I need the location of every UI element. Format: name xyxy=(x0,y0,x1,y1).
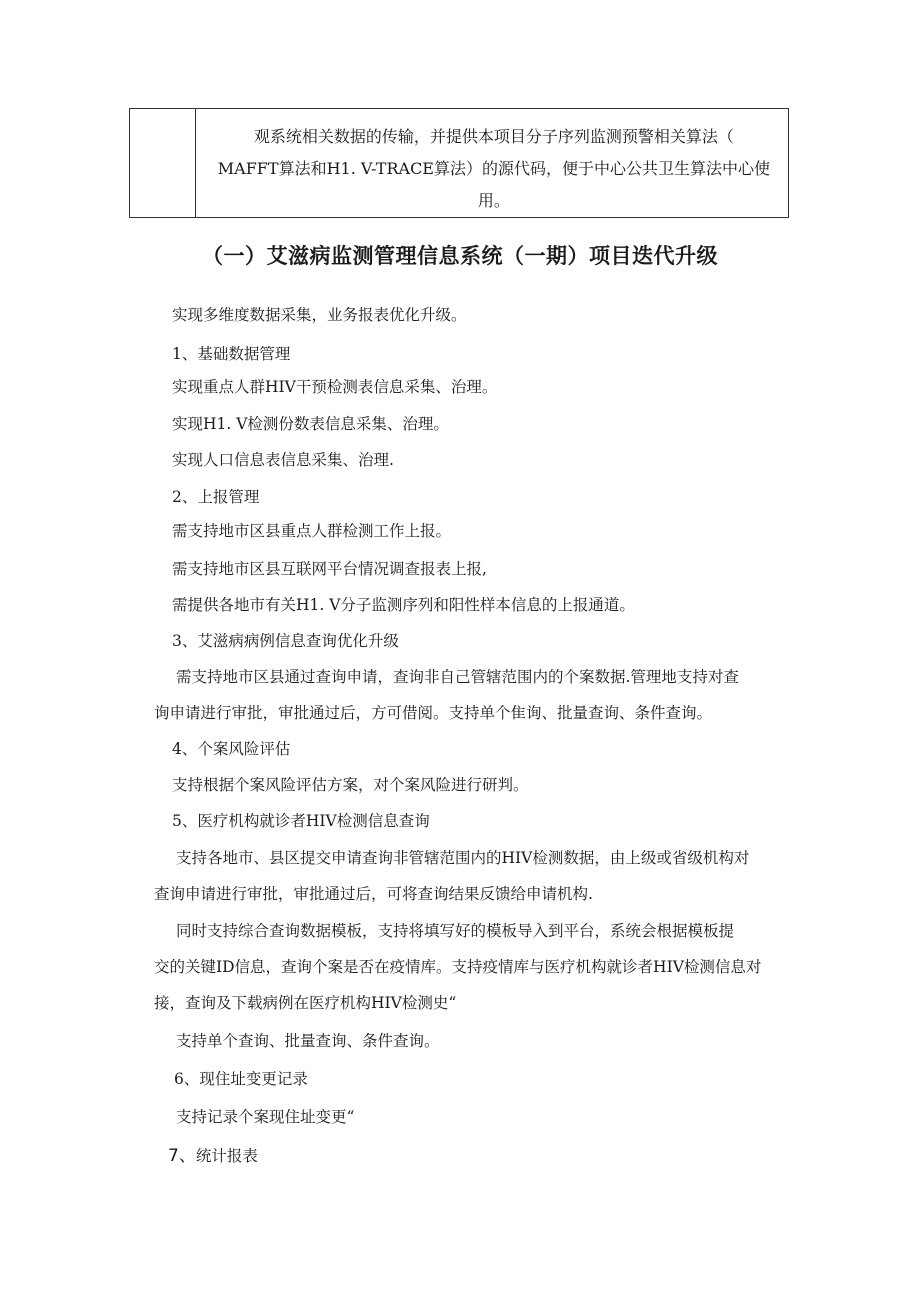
paragraph-line: 支持单个查询、批量查询、条件查询。 xyxy=(176,1032,440,1050)
heading-case-query: 3、艾滋病病例信息查询优化升级 xyxy=(172,632,399,650)
paragraph-line: 接，查询及下载病例在医疗机构HIV检测史“ xyxy=(154,994,457,1012)
list-item: 实现人口信息表信息采集、治理. xyxy=(172,451,394,469)
list-item: 实现重点人群HIV干预检测表信息采集、治理。 xyxy=(172,378,498,396)
heading-address-change: 6、现住址变更记录 xyxy=(174,1070,308,1088)
heading-basic-data: 1、基础数据管理 xyxy=(172,345,291,363)
paragraph-line: 支持记录个案现住址变更“ xyxy=(176,1108,355,1126)
heading-hiv-test-query: 5、医疗机构就诊者HIV检测信息查询 xyxy=(172,812,430,830)
heading-risk-assessment: 4、个案风险评估 xyxy=(172,740,291,758)
paragraph-line: 同时支持综合查询数据模板，支持将填写好的模板导入到平台，系统会根据模板提 xyxy=(176,922,735,940)
section-number: 7、 xyxy=(168,1146,196,1166)
heading-statistics xyxy=(168,1141,258,1166)
table-cell-empty xyxy=(130,109,196,217)
list-item: 需提供各地市有关H1. V分子监测序列和阳性样本信息的上报通道。 xyxy=(172,596,635,614)
paragraph-line: 交的关键ID信息，查询个案是否在疫情库。支持疫情库与医疗机构就诊者HIV检测信息对 xyxy=(154,958,762,976)
list-item: 实现H1. V检测份数表信息采集、治理。 xyxy=(172,415,449,433)
list-item: 需支持地市区县互联网平台情况调查报表上报, xyxy=(172,560,487,578)
intro-text: 实现多维度数据采集，业务报表优化升级。 xyxy=(172,306,467,324)
paragraph-line: 支持各地市、县区提交申请查询非管辖范围内的HIV检测数据，由上级或省级机构对 xyxy=(176,849,750,867)
section-title: （一）艾滋病监测管理信息系统（一期）项目迭代升级 xyxy=(202,244,718,268)
table-cell-text xyxy=(196,109,788,217)
table-line: 用。 xyxy=(477,191,510,210)
table-line: MAFFT算法和H1. V-TRACE算法）的源代码，便于中心公共卫生算法中心使 xyxy=(217,159,770,178)
paragraph-line: 查询申请进行审批，审批通过后，可将查询结果反馈给申请机构. xyxy=(154,885,593,903)
section-heading-text: 统计报表 xyxy=(195,1147,258,1165)
paragraph-line: 询申请进行审批，审批通过后，方可借阅。支持单个隹询、批量查询、条件查询。 xyxy=(154,704,713,722)
table-line: 观系统相关数据的传输，并提供本项目分子序列监测预警相关算法（ xyxy=(253,127,734,146)
heading-report-management: 2、上报管理 xyxy=(172,488,260,506)
list-item: 需支持地市区县重点人群检测工作上报。 xyxy=(172,522,452,540)
paragraph-line: 支持根据个案风险评估方案，对个案风险进行研判。 xyxy=(172,776,529,794)
table-fragment xyxy=(129,108,789,218)
paragraph-line: 需支持地市区县通过查询申请，查询非自己管辖范围内的个案数据.管理地支持对查 xyxy=(176,668,739,686)
